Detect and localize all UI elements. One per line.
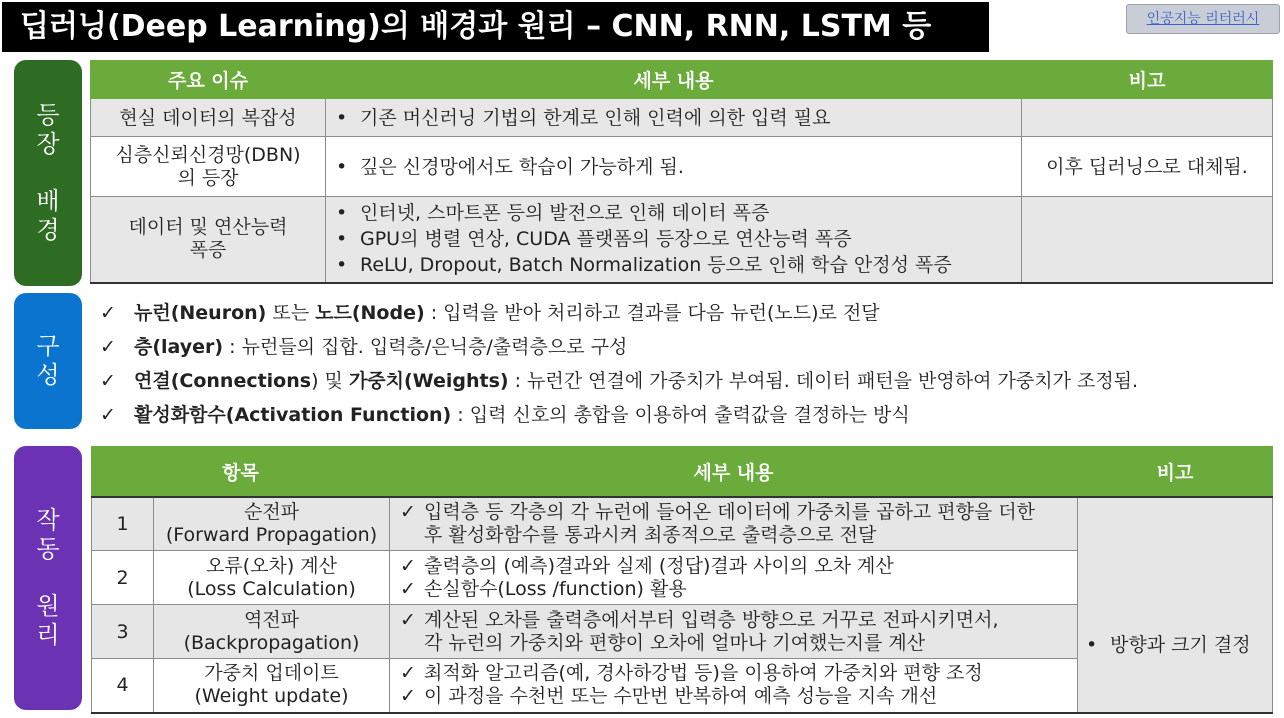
component-term: 노드(Node) (315, 302, 425, 324)
side-tab-background (14, 60, 82, 286)
side-tab-operation (14, 446, 82, 710)
step-name-en: (Backpropagation) (183, 631, 360, 654)
step-detail-line (400, 609, 1067, 632)
side-tab-char: 성 (36, 361, 60, 389)
operation-table (91, 446, 1273, 714)
components-list (100, 296, 1138, 432)
detail-cell (326, 137, 1022, 197)
detail-bullet: • 깊은 신경망에서도 학습이 가능하게 됨. (336, 155, 1011, 179)
step-detail-text: 손실함수(Loss /function) 활용 (424, 577, 687, 600)
step-name-en: (Loss Calculation) (187, 577, 356, 600)
detail-bullet: • 인터넷, 스마트폰 등의 발전으로 인해 데이터 폭증 (336, 200, 1011, 226)
table-row (91, 99, 1273, 137)
step-name-cell (154, 551, 390, 605)
step-name: 가중치 업데이트 (204, 662, 339, 685)
component-text: : 뉴런들의 집합. 입력층/은닉층/출력층으로 구성 (223, 336, 628, 358)
check-icon: ✓ (400, 554, 416, 577)
component-text: : 뉴런간 연결에 가중치가 부여됨. 데이터 패턴을 반영하여 가중치가 조정됨. (508, 370, 1139, 392)
detail-cell (326, 99, 1022, 137)
step-number: 2 (92, 551, 154, 605)
check-icon: ✓ (400, 500, 416, 523)
header-issue: 주요 이슈 (91, 61, 326, 99)
side-tab-structure (14, 293, 82, 429)
step-detail-text: 계산된 오차를 출력층에서부터 입력층 방향으로 거꾸로 전파시키면서, (424, 608, 999, 631)
step-name-cell (154, 605, 390, 659)
component-text: : 입력을 받아 처리하고 결과를 다음 뉴런(노드)로 전달 (424, 302, 880, 324)
component-item (100, 296, 1138, 330)
background-table (90, 60, 1273, 284)
step-detail-text: 최적화 알고리즘(예, 경사하강법 등)을 이용하여 가중치와 편향 조정 (424, 662, 983, 685)
step-detail-line (400, 501, 1067, 524)
step-detail-text: 이 과정을 수천번 또는 수만번 반복하여 예측 성능을 지속 개선 (424, 685, 938, 708)
step-number: 1 (92, 497, 154, 551)
component-item (100, 398, 1138, 432)
step-detail-line (400, 685, 1067, 708)
check-icon: ✓ (400, 577, 416, 600)
component-item (100, 364, 1138, 398)
issue-cell: 심층신뢰신경망(DBN) 의 등장 (91, 137, 326, 197)
check-icon: ✓ (400, 685, 416, 708)
component-term: 층(layer) (134, 336, 224, 358)
note-cell (1022, 99, 1273, 137)
table-row (91, 197, 1273, 283)
check-icon: ✓ (400, 608, 416, 631)
step-detail-cell (390, 497, 1078, 551)
side-tab-char: 작 (36, 506, 60, 534)
step-name-cell (154, 497, 390, 551)
side-tab-char: 장 (36, 130, 60, 158)
component-term: 연결(Connections (134, 370, 312, 392)
step-name-cell (154, 659, 390, 713)
detail-bullet: • GPU의 병렬 연상, CUDA 플랫폼의 등장으로 연산능력 폭증 (336, 226, 1011, 252)
step-detail-cell (390, 659, 1078, 713)
step-number: 4 (92, 659, 154, 713)
step-detail-line (400, 524, 1067, 547)
check-icon: ✓ (100, 404, 116, 426)
step-detail-line (400, 578, 1067, 601)
issue-cell: 현실 데이터의 복잡성 (91, 99, 326, 137)
header-detail: 세부 내용 (326, 61, 1022, 99)
page-title: 딥러닝(Deep Learning)의 배경과 원리 – CNN, RNN, LSTM 등 (2, 2, 989, 52)
component-term: 뉴런(Neuron) (134, 302, 267, 324)
component-term: 가중치(Weights) (348, 370, 509, 392)
step-name: 역전파 (243, 608, 300, 631)
side-tab-char: 경 (36, 216, 60, 244)
table-row (91, 137, 1273, 197)
component-item (100, 330, 1138, 364)
header-detail: 세부 내용 (390, 447, 1078, 497)
note-bullet: • 방향과 크기 결정 (1086, 633, 1272, 657)
check-icon: ✓ (100, 302, 116, 324)
step-number: 3 (92, 605, 154, 659)
step-name: 순전파 (243, 500, 300, 523)
side-tab-char: 동 (36, 535, 60, 563)
side-tab-char: 원 (36, 592, 60, 620)
step-name-en: (Forward Propagation) (165, 523, 378, 546)
side-tab-char: 구 (36, 332, 60, 360)
component-text: 또는 (266, 302, 316, 324)
check-icon: ✓ (100, 336, 116, 358)
step-detail-line (400, 555, 1067, 578)
step-name: 오류(오차) 계산 (206, 554, 337, 577)
step-detail-text: 입력층 등 각층의 각 뉴런에 들어온 데이터에 가중치를 곱하고 편향을 더한 (424, 500, 1036, 523)
issue-cell: 데이터 및 연산능력 폭증 (91, 197, 326, 283)
literacy-link[interactable]: 인공지능 리터러시 (1126, 4, 1280, 34)
detail-bullet: • 기존 머신러닝 기법의 한계로 인해 인력에 의한 입력 필요 (336, 106, 1011, 130)
note-cell (1022, 197, 1273, 283)
table-row (92, 497, 1273, 551)
detail-cell (326, 197, 1022, 283)
side-tab-char: 등 (36, 101, 60, 129)
check-icon: ✓ (400, 662, 416, 685)
step-detail-cell (390, 551, 1078, 605)
step-name-en: (Weight update) (194, 685, 349, 708)
step-detail-text: 후 활성화함수를 통과시켜 최종적으로 출력층으로 전달 (424, 523, 877, 546)
header-item: 항목 (92, 447, 390, 497)
step-detail-text: 각 뉴런의 가중치와 편향이 오차에 얼마나 기여했는지를 계산 (424, 631, 926, 654)
check-icon: ✓ (100, 370, 116, 392)
step-detail-text: 출력층의 (예측)결과와 실제 (정답)결과 사이의 오차 계산 (424, 554, 894, 577)
step-detail-cell (390, 605, 1078, 659)
header-note: 비고 (1078, 447, 1273, 497)
side-tab-char: 배 (36, 187, 60, 215)
component-term: 활성화함수(Activation Function) (134, 404, 452, 426)
note-cell: 이후 딥러닝으로 대체됨. (1022, 137, 1273, 197)
step-detail-line (400, 632, 1067, 655)
component-text: ) 및 (311, 370, 349, 392)
side-tab-char: 리 (36, 621, 60, 649)
detail-bullet: • ReLU, Dropout, Batch Normalization 등으로 인해 학습 안정성 폭증 (336, 252, 1011, 278)
header-note: 비고 (1022, 61, 1273, 99)
note-cell (1078, 497, 1273, 713)
component-text: : 입력 신호의 총합을 이용하여 출력값을 결정하는 방식 (451, 404, 910, 426)
step-detail-line (400, 662, 1067, 685)
